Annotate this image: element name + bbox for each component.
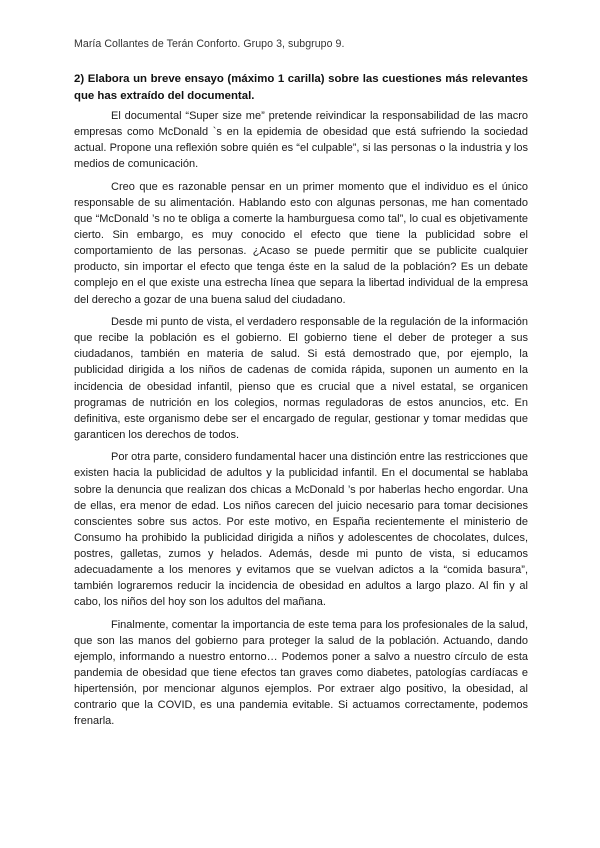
question-heading: 2) Elabora un breve ensayo (máximo 1 carilla) sobre las cuestiones más relevantes que has extraído del documental. xyxy=(74,73,528,102)
paragraph-child-advertising: Por otra parte, considero fundamental hacer una distinción entre las restricciones que existen hacia la publicidad de adultos y la publicidad infantil. En el documental se hablaba sobre la denuncia que realizan dos chicas a McDonald ’s por haberlas hecho engordar. Una de ellas, era menor de edad. Los niños carecen del juicio necesario para tomar decisiones conscientes sobre sus actos. Por este motivo, en España recientemente el ministerio de Consumo ha prohibido la publicidad dirigida a niños y adolescentes de chocolates, dulces, postres, galletas, zumos y helados. Además, desde mi punto de vista, si educamos adecuadamente a los menores y evitamos que se vuelvan adictos a la “comida basura”, también lograremos reducir la incidencia de obesidad en adultos a largo plazo. Al fin y al cabo, los niños del hoy son los adultos del mañana. xyxy=(74,451,529,609)
paragraph-conclusion: Finalmente, comentar la importancia de este tema para los profesionales de la salud, que son las manos del gobierno para proteger la salud de la población. Actuando, dando ejemplo, informando a nuestro entorno… Podemos poner a salvo a nuestro círculo de esta pandemia de obesidad que tiene efectos tan graves como diabetes, patologías cardíacas e hipertensión, por mencionar algunos ejemplos. Por extraer algo positivo, la obesidad, al contrario que la COVID, es una pandemia evitable. Si actuamos correctamente, podemos frenarla. xyxy=(74,618,528,728)
paragraph-intro: El documental “Super size me” pretende reivindicar la responsabilidad de las macro empresas como McDonald `s en la epidemia de obesidad que está sufriendo la sociedad actual. Propone una reflexión sobre quién es “el culpable”, si las personas o la industria y los medios de comunicación. xyxy=(74,110,528,171)
essay-body xyxy=(74,71,528,736)
paragraph-individual-responsibility: Creo que es razonable pensar en un primer momento que el individuo es el único responsable de su alimentación. Hablando esto con algunas personas, me han comentado que “McDonald ’s no te obliga a comerte la hamburguesa como tal”, lo cual es objetivamente cierto. Sin embargo, es muy conocido el efecto que tiene la publicidad sobre el comportamiento de las personas. ¿Acaso se puede permitir que se publicite cualquier producto, sin importar el efecto que tenga éste en la salud de la población? Es un debate complejo en el que existe una estrecha línea que separa la libertad individual de la empresa del derecho a gozar de una buena salud del ciudadano. xyxy=(74,180,528,306)
paragraph-government-role: Desde mi punto de vista, el verdadero responsable de la regulación de la información que recibe la población es el gobierno. El gobierno tiene el deber de proteger a sus ciudadanos, también en materia de salud. Si está demostrado que, por ejemplo, la publicidad dirigida a los niños de cadenas de comida rápida, suponen un aumento en la incidencia de obesidad infantil, pienso que es crucial que a nivel estatal, se organicen programas de nutrición en los colegios, normas reguladoras de estos anuncios, etc. En definitiva, este organismo debe ser el encargado de regular, gestionar y tomar medidas que garanticen los derechos de todos. xyxy=(74,316,528,441)
author-header: María Collantes de Terán Conforto. Grupo 3, subgrupo 9. xyxy=(74,38,345,50)
